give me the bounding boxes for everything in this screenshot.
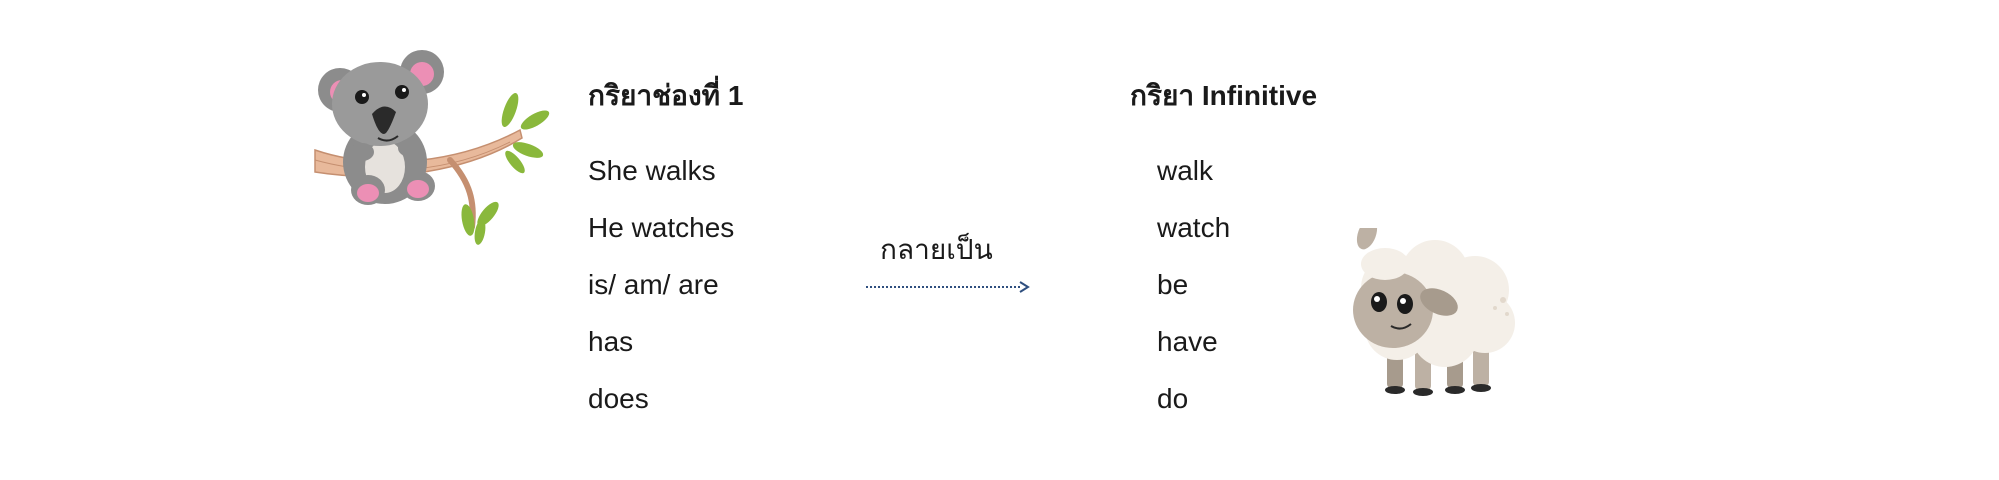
right-arrow-icon: [864, 279, 1032, 295]
list-item: is/ am/ are: [588, 269, 719, 300]
list-item: She walks: [588, 155, 716, 186]
sheep-illustration: [1335, 228, 1525, 408]
list-item: have: [1157, 326, 1218, 357]
koala-illustration: [310, 42, 560, 252]
connector-label: กลายเป็น: [880, 234, 993, 265]
list-item: does: [588, 383, 649, 414]
list-item: walk: [1157, 155, 1214, 186]
list-item: has: [588, 326, 634, 357]
list-item: do: [1157, 383, 1189, 414]
list-item: watch: [1157, 212, 1231, 243]
right-list: [1157, 142, 1230, 427]
list-item: He watches: [588, 212, 735, 243]
right-heading: กริยา Infinitive: [1130, 80, 1318, 111]
left-heading: กริยาช่องที่ 1: [588, 80, 744, 111]
left-list: [588, 142, 734, 427]
list-item: be: [1157, 269, 1189, 300]
